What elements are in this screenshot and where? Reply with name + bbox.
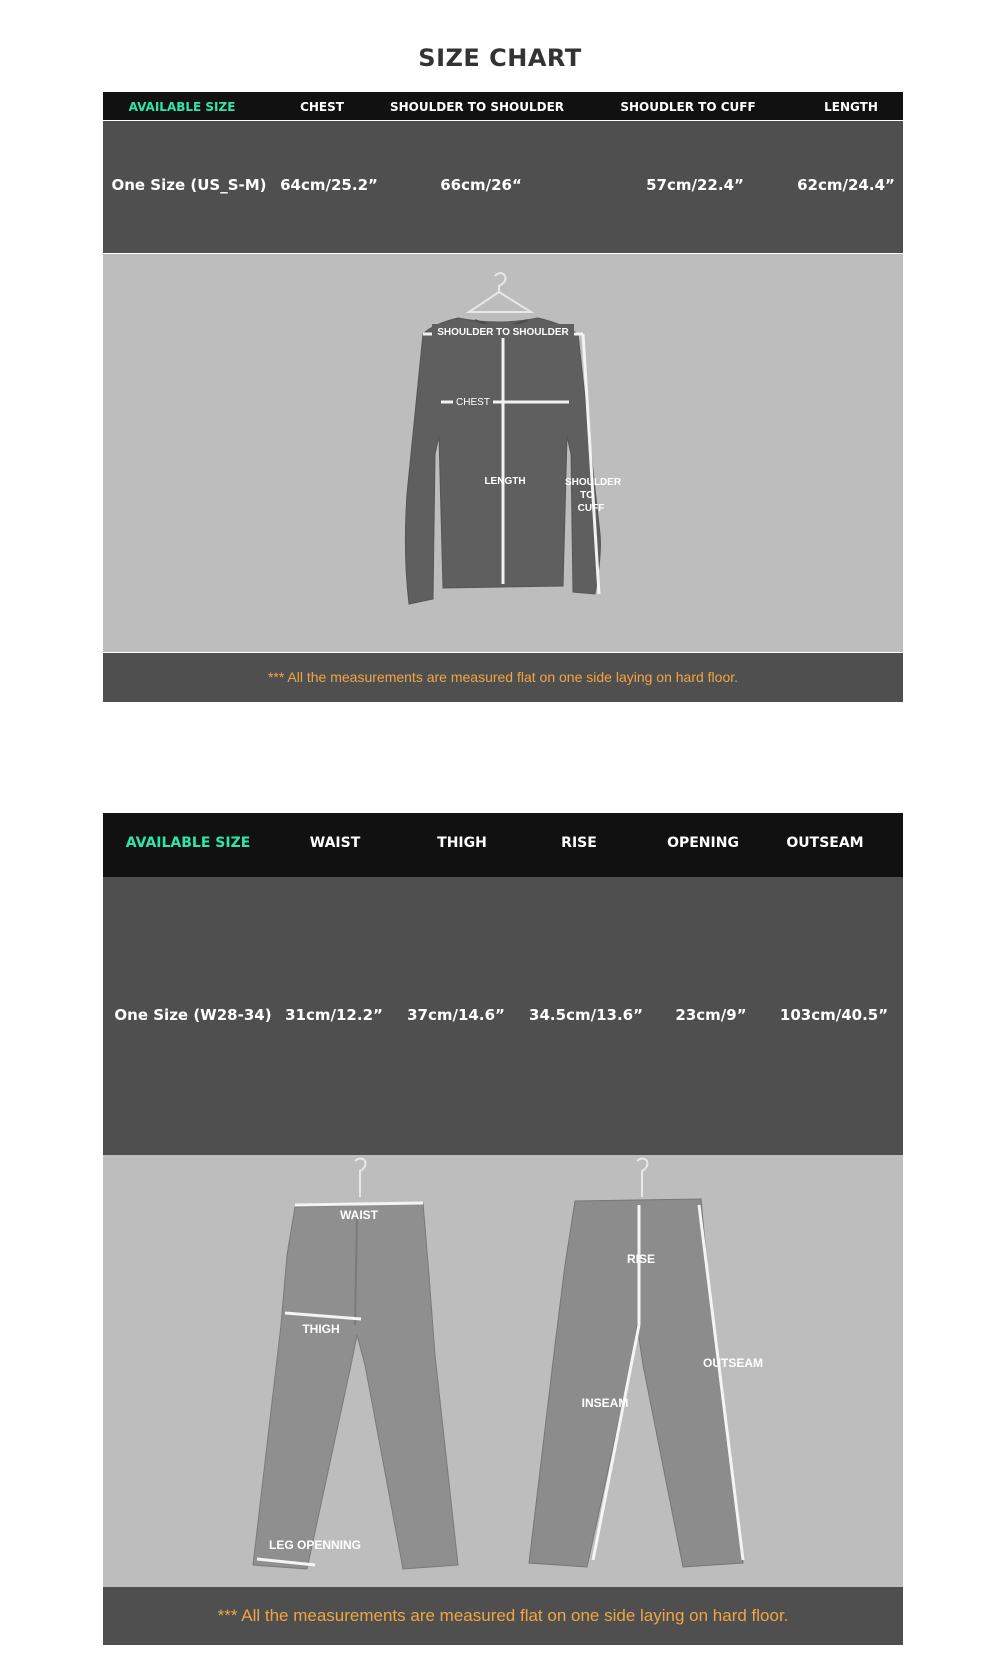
hanger-icon [355, 1159, 647, 1198]
header-waist: WAIST [309, 835, 361, 851]
header-available-size: AVAILABLE SIZE [128, 100, 236, 114]
header-shoulder-to-cuff: SHOUDLER TO CUFF [620, 100, 756, 114]
label-outseam: OUTSEAM [703, 1356, 763, 1370]
shirt-diagram [103, 254, 903, 652]
shirt-photo [103, 254, 903, 652]
pants-diagram [103, 1155, 903, 1587]
label-inseam: INSEAM [581, 1396, 629, 1410]
header-available-size: AVAILABLE SIZE [125, 835, 251, 851]
shirt-measurement-note: *** All the measurements are measured flat on one side laying on hard floor. [103, 653, 903, 702]
label-cuff-line2: TO [580, 490, 594, 501]
header-shoulder-to-shoulder: SHOULDER TO SHOULDER [389, 100, 565, 114]
page-title: SIZE CHART [418, 44, 582, 72]
label-cuff-line1: SHOULDER [564, 477, 622, 488]
value-outseam: 103cm/40.5” [779, 1006, 889, 1024]
label-shoulder-to-shoulder: SHOULDER TO SHOULDER [437, 327, 569, 338]
pants-photo [103, 1155, 903, 1587]
value-waist: 31cm/12.2” [285, 1006, 383, 1024]
header-outseam: OUTSEAM [786, 835, 864, 851]
label-length: LENGTH [484, 476, 526, 487]
pants-values-row [103, 877, 903, 1155]
header-chest: CHEST [300, 100, 344, 114]
label-rise: RISE [626, 1252, 656, 1266]
value-thigh: 37cm/14.6” [407, 1006, 505, 1024]
header-opening: OPENING [667, 835, 739, 851]
value-size: One Size (W28-34) [114, 1006, 272, 1024]
value-chest: 64cm/25.2” [280, 176, 378, 194]
hanger-icon [469, 273, 531, 312]
value-shoulder-to-cuff: 57cm/22.4” [646, 176, 744, 194]
shirt-size-chart [103, 92, 903, 702]
label-leg-opening: LEG OPENNING [268, 1538, 362, 1552]
pants-size-chart [103, 813, 903, 1645]
pants-header-row [103, 813, 903, 877]
shirt-values-row [103, 121, 903, 253]
label-chest: CHEST [456, 397, 490, 408]
value-opening: 23cm/9” [675, 1006, 747, 1024]
value-size: One Size (US_S-M) [111, 176, 267, 194]
label-thigh: THIGH [302, 1322, 340, 1336]
pants-measurement-note: *** All the measurements are measured flat on one side laying on hard floor. [103, 1587, 903, 1645]
header-length: LENGTH [824, 100, 878, 114]
value-rise: 34.5cm/13.6” [529, 1006, 643, 1024]
header-thigh: THIGH [437, 835, 487, 851]
shirt-header-row [103, 92, 903, 120]
header-rise: RISE [561, 835, 597, 851]
value-length: 62cm/24.4” [797, 176, 895, 194]
label-waist: WAIST [340, 1208, 378, 1222]
label-cuff-line3: CUFF [577, 503, 605, 514]
value-shoulder-to-shoulder: 66cm/26“ [440, 176, 522, 194]
